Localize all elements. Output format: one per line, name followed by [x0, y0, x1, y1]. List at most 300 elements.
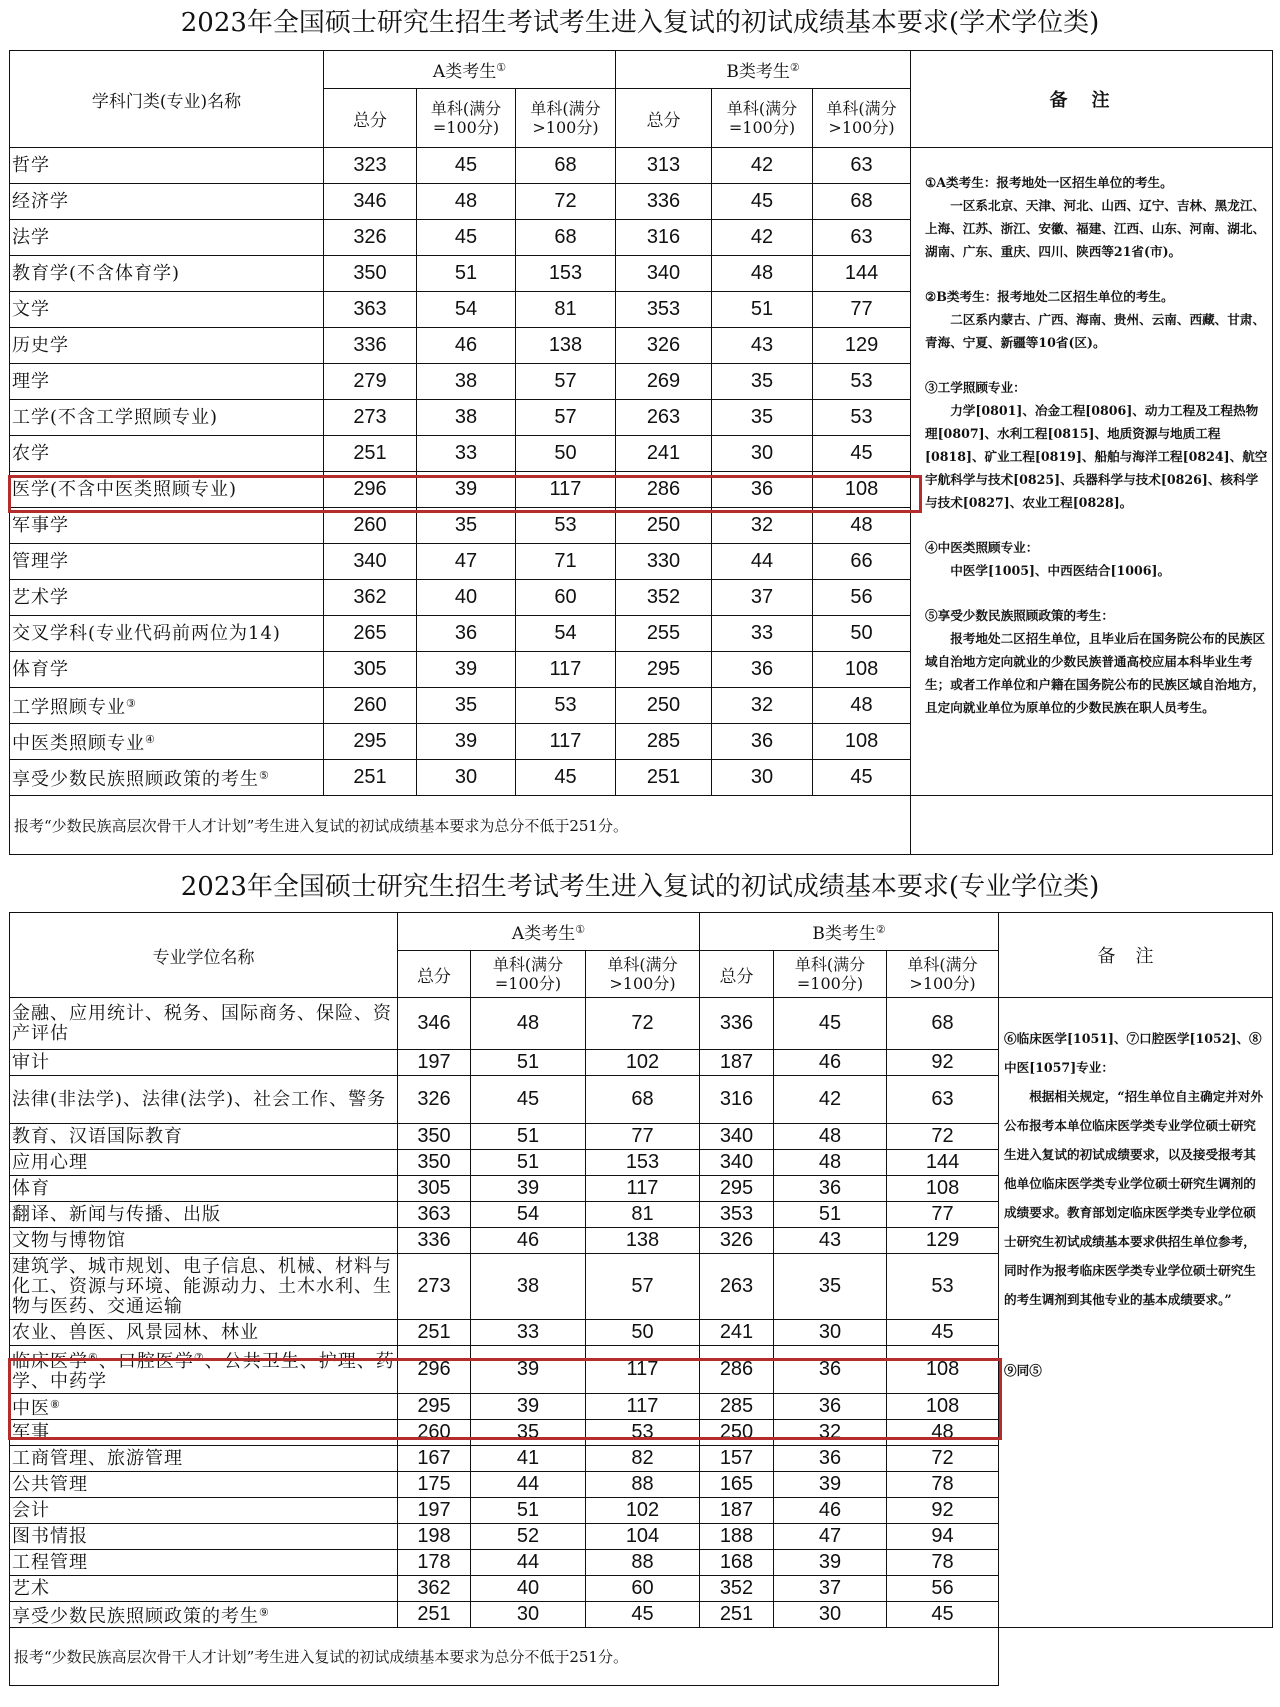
score-b-2: 108 — [887, 1394, 999, 1420]
score-b-0: 316 — [616, 220, 712, 256]
row-name: 历史学 — [10, 328, 324, 364]
row-name: 教育学(不含体育学) — [10, 256, 324, 292]
score-a-0: 362 — [324, 580, 417, 616]
score-b-1: 37 — [712, 580, 813, 616]
col-header-b-total: 总分 — [616, 89, 712, 148]
row-name: 教育、汉语国际教育 — [10, 1124, 398, 1150]
col-header-b-single-over: 单科(满分>100分) — [813, 89, 911, 148]
academic-footer: 报考“少数民族高层次骨干人才计划”考生进入复试的初试成绩基本要求为总分不低于251分。 — [10, 796, 911, 855]
score-a-1: 51 — [471, 1050, 586, 1076]
row-name: 军事 — [10, 1420, 398, 1446]
score-a-2: 68 — [516, 148, 616, 184]
col-header-name: 学科门类(专业)名称 — [10, 51, 324, 148]
col-header-b-class: B类考生② — [616, 51, 911, 89]
score-a-1: 35 — [417, 508, 516, 544]
score-a-1: 40 — [471, 1576, 586, 1602]
row-name: 公共管理 — [10, 1472, 398, 1498]
col-header-b-class-2: B类考生② — [700, 913, 999, 951]
score-b-2: 129 — [813, 328, 911, 364]
remark-9: ⑨同⑤ — [1004, 1363, 1042, 1378]
score-b-0: 241 — [700, 1320, 774, 1346]
col-header-a-single-over-2: 单科(满分>100分) — [586, 951, 700, 998]
row-name: 艺术 — [10, 1576, 398, 1602]
row-name: 中医类照顾专业④ — [10, 724, 324, 760]
score-b-0: 285 — [700, 1394, 774, 1420]
row-name: 工程管理 — [10, 1550, 398, 1576]
score-a-2: 117 — [516, 652, 616, 688]
score-a-0: 251 — [398, 1602, 471, 1628]
score-a-2: 45 — [516, 760, 616, 796]
row-name: 体育 — [10, 1176, 398, 1202]
row-name: 文学 — [10, 292, 324, 328]
score-b-1: 48 — [774, 1124, 887, 1150]
score-a-1: 51 — [471, 1498, 586, 1524]
score-a-0: 198 — [398, 1524, 471, 1550]
score-a-1: 33 — [417, 436, 516, 472]
score-a-2: 104 — [586, 1524, 700, 1550]
score-a-0: 197 — [398, 1498, 471, 1524]
score-b-1: 35 — [712, 400, 813, 436]
score-b-0: 251 — [616, 760, 712, 796]
score-b-1: 37 — [774, 1576, 887, 1602]
score-b-0: 352 — [616, 580, 712, 616]
score-b-0: 353 — [616, 292, 712, 328]
score-a-1: 46 — [417, 328, 516, 364]
score-a-1: 51 — [417, 256, 516, 292]
score-b-2: 92 — [887, 1050, 999, 1076]
professional-footer: 报考“少数民族高层次骨干人才计划”考生进入复试的初试成绩基本要求为总分不低于251分。 — [10, 1628, 999, 1686]
score-b-0: 165 — [700, 1472, 774, 1498]
score-b-2: 48 — [813, 688, 911, 724]
score-b-0: 250 — [616, 688, 712, 724]
score-b-1: 36 — [712, 652, 813, 688]
score-a-2: 153 — [516, 256, 616, 292]
score-a-2: 45 — [586, 1602, 700, 1628]
score-b-2: 45 — [887, 1602, 999, 1628]
score-b-0: 340 — [700, 1124, 774, 1150]
row-name: 中医⑧ — [10, 1394, 398, 1420]
score-b-2: 45 — [813, 436, 911, 472]
col-header-a-single100: 单科(满分=100分) — [417, 89, 516, 148]
score-a-2: 72 — [516, 184, 616, 220]
score-a-2: 53 — [516, 688, 616, 724]
score-a-2: 53 — [516, 508, 616, 544]
score-a-1: 33 — [471, 1320, 586, 1346]
score-b-1: 30 — [712, 760, 813, 796]
score-a-2: 82 — [586, 1446, 700, 1472]
remark-2-body: 二区系内蒙古、广西、海南、贵州、云南、西藏、甘肃、青海、宁夏、新疆等10省(区)。 — [925, 312, 1266, 350]
score-b-1: 30 — [774, 1602, 887, 1628]
score-a-2: 81 — [586, 1202, 700, 1228]
remark-5-body: 报考地处二区招生单位，且毕业后在国务院公布的民族区域自治地方定向就业的少数民族普通高校应届本科毕业生考生；或者工作单位和户籍在国务院公布的民族区域自治地方，且定向就业单位为原单位的少数民族在职人员考生。 — [925, 631, 1266, 715]
score-b-1: 32 — [712, 688, 813, 724]
score-a-1: 45 — [417, 148, 516, 184]
score-b-2: 144 — [887, 1150, 999, 1176]
score-a-1: 38 — [417, 364, 516, 400]
score-a-0: 350 — [324, 256, 417, 292]
score-b-2: 68 — [887, 998, 999, 1050]
score-a-2: 50 — [516, 436, 616, 472]
score-a-0: 323 — [324, 148, 417, 184]
score-a-2: 117 — [516, 724, 616, 760]
score-a-2: 68 — [516, 220, 616, 256]
score-b-0: 269 — [616, 364, 712, 400]
score-a-2: 153 — [586, 1150, 700, 1176]
score-b-2: 77 — [813, 292, 911, 328]
remark-5-title: ⑤享受少数民族照顾政策的考生： — [925, 608, 1114, 623]
score-a-0: 273 — [398, 1254, 471, 1320]
score-b-2: 108 — [887, 1346, 999, 1394]
row-name: 金融、应用统计、税务、国际商务、保险、资产评估 — [10, 998, 398, 1050]
remark-2-title: ②B类考生：报考地处二区招生单位的考生。 — [925, 289, 1174, 304]
score-b-0: 286 — [616, 472, 712, 508]
score-a-0: 251 — [398, 1320, 471, 1346]
score-b-1: 45 — [712, 184, 813, 220]
score-a-0: 251 — [324, 436, 417, 472]
score-b-2: 129 — [887, 1228, 999, 1254]
remark-6-title: ⑥临床医学[1051]、⑦口腔医学[1052]、⑧中医[1057]专业： — [1004, 1031, 1262, 1075]
score-a-0: 336 — [398, 1228, 471, 1254]
row-name: 建筑学、城市规划、电子信息、机械、材料与化工、资源与环境、能源动力、土木水利、生物与医药、交通运输 — [10, 1254, 398, 1320]
score-a-0: 178 — [398, 1550, 471, 1576]
score-b-2: 77 — [887, 1202, 999, 1228]
score-b-2: 45 — [887, 1320, 999, 1346]
score-a-2: 117 — [586, 1176, 700, 1202]
score-b-1: 36 — [774, 1394, 887, 1420]
score-a-1: 39 — [417, 724, 516, 760]
score-b-1: 51 — [774, 1202, 887, 1228]
score-b-2: 53 — [813, 400, 911, 436]
score-a-2: 117 — [516, 472, 616, 508]
col-header-b-total-2: 总分 — [700, 951, 774, 998]
score-b-1: 45 — [774, 998, 887, 1050]
score-b-1: 36 — [774, 1346, 887, 1394]
score-a-0: 305 — [398, 1176, 471, 1202]
col-header-a-single100-2: 单科(满分=100分) — [471, 951, 586, 998]
score-b-0: 286 — [700, 1346, 774, 1394]
row-name: 哲学 — [10, 148, 324, 184]
score-a-2: 81 — [516, 292, 616, 328]
row-name: 法律(非法学)、法律(法学)、社会工作、警务 — [10, 1076, 398, 1124]
score-a-2: 72 — [586, 998, 700, 1050]
score-b-1: 33 — [712, 616, 813, 652]
score-a-0: 265 — [324, 616, 417, 652]
score-b-1: 42 — [712, 220, 813, 256]
score-b-2: 50 — [813, 616, 911, 652]
score-a-0: 296 — [398, 1346, 471, 1394]
score-b-1: 30 — [774, 1320, 887, 1346]
score-b-2: 63 — [813, 148, 911, 184]
score-a-2: 60 — [586, 1576, 700, 1602]
score-a-2: 57 — [586, 1254, 700, 1320]
score-b-1: 43 — [712, 328, 813, 364]
score-b-2: 53 — [813, 364, 911, 400]
row-name: 审计 — [10, 1050, 398, 1076]
score-b-0: 295 — [700, 1176, 774, 1202]
score-b-0: 336 — [616, 184, 712, 220]
score-a-2: 117 — [586, 1394, 700, 1420]
remark-4-body: 中医学[1005]、中西医结合[1006]。 — [950, 563, 1171, 578]
score-a-0: 305 — [324, 652, 417, 688]
score-a-1: 39 — [417, 472, 516, 508]
col-header-b-single100: 单科(满分=100分) — [712, 89, 813, 148]
score-a-2: 88 — [586, 1550, 700, 1576]
score-b-2: 66 — [813, 544, 911, 580]
score-a-0: 346 — [324, 184, 417, 220]
score-b-0: 168 — [700, 1550, 774, 1576]
score-b-1: 35 — [712, 364, 813, 400]
row-name: 临床医学⑥、口腔医学⑦、公共卫生、护理、药学、中药学 — [10, 1346, 398, 1394]
row-name: 翻译、新闻与传播、出版 — [10, 1202, 398, 1228]
score-a-0: 326 — [324, 220, 417, 256]
score-b-2: 68 — [813, 184, 911, 220]
score-b-0: 313 — [616, 148, 712, 184]
row-name: 体育学 — [10, 652, 324, 688]
remark-1-title: ①A类考生：报考地处一区招生单位的考生。 — [925, 175, 1173, 190]
score-b-2: 94 — [887, 1524, 999, 1550]
score-b-1: 43 — [774, 1228, 887, 1254]
score-a-1: 45 — [417, 220, 516, 256]
score-a-0: 167 — [398, 1446, 471, 1472]
score-b-0: 326 — [616, 328, 712, 364]
row-name: 艺术学 — [10, 580, 324, 616]
score-a-2: 57 — [516, 364, 616, 400]
score-a-1: 45 — [471, 1076, 586, 1124]
score-a-0: 296 — [324, 472, 417, 508]
score-a-1: 46 — [471, 1228, 586, 1254]
score-b-0: 187 — [700, 1050, 774, 1076]
row-name: 农业、兽医、风景园林、林业 — [10, 1320, 398, 1346]
row-name: 应用心理 — [10, 1150, 398, 1176]
row-name: 工学照顾专业③ — [10, 688, 324, 724]
score-b-2: 78 — [887, 1550, 999, 1576]
score-b-0: 330 — [616, 544, 712, 580]
score-a-2: 102 — [586, 1050, 700, 1076]
score-b-0: 251 — [700, 1602, 774, 1628]
score-b-1: 32 — [774, 1420, 887, 1446]
remark-3-body: 力学[0801]、冶金工程[0806]、动力工程及工程热物理[0807]、水利工程[0815]、地质资源与地质工程[0818]、矿业工程[0819]、船舶与海洋工程[0824]、航空宇航科学与技术[0825]、兵器科学与技术[0826]、核科学与技术[0827]、农业工程[0828]。 — [925, 403, 1268, 510]
score-b-1: 36 — [712, 472, 813, 508]
score-a-1: 39 — [471, 1176, 586, 1202]
score-b-1: 32 — [712, 508, 813, 544]
score-a-2: 71 — [516, 544, 616, 580]
score-b-2: 72 — [887, 1446, 999, 1472]
col-header-a-single-over: 单科(满分>100分) — [516, 89, 616, 148]
score-a-0: 295 — [324, 724, 417, 760]
score-b-0: 263 — [700, 1254, 774, 1320]
row-name: 理学 — [10, 364, 324, 400]
score-a-0: 350 — [398, 1124, 471, 1150]
score-b-0: 250 — [700, 1420, 774, 1446]
score-a-1: 44 — [471, 1472, 586, 1498]
score-b-2: 63 — [813, 220, 911, 256]
score-a-2: 68 — [586, 1076, 700, 1124]
score-a-1: 30 — [471, 1602, 586, 1628]
score-b-0: 250 — [616, 508, 712, 544]
col-header-b-single-over-2: 单科(满分>100分) — [887, 951, 999, 998]
col-header-a-total-2: 总分 — [398, 951, 471, 998]
score-b-1: 46 — [774, 1050, 887, 1076]
score-a-0: 363 — [324, 292, 417, 328]
score-b-1: 39 — [774, 1550, 887, 1576]
score-a-0: 350 — [398, 1150, 471, 1176]
score-b-0: 340 — [616, 256, 712, 292]
score-a-0: 362 — [398, 1576, 471, 1602]
score-b-1: 30 — [712, 436, 813, 472]
score-b-0: 353 — [700, 1202, 774, 1228]
col-header-b-single100-2: 单科(满分=100分) — [774, 951, 887, 998]
score-a-0: 260 — [398, 1420, 471, 1446]
score-a-1: 38 — [417, 400, 516, 436]
professional-title: 2023年全国硕士研究生招生考试考生进入复试的初试成绩基本要求(专业学位类) — [180, 872, 1100, 902]
score-a-0: 336 — [324, 328, 417, 364]
row-name: 图书情报 — [10, 1524, 398, 1550]
score-b-1: 35 — [774, 1254, 887, 1320]
row-name: 军事学 — [10, 508, 324, 544]
score-b-1: 36 — [774, 1176, 887, 1202]
score-b-0: 157 — [700, 1446, 774, 1472]
score-a-1: 40 — [417, 580, 516, 616]
score-b-2: 45 — [813, 760, 911, 796]
score-b-1: 48 — [774, 1150, 887, 1176]
score-b-0: 316 — [700, 1076, 774, 1124]
score-b-0: 352 — [700, 1576, 774, 1602]
score-a-0: 175 — [398, 1472, 471, 1498]
col-header-remarks: 备注 — [911, 51, 1273, 148]
score-a-1: 35 — [471, 1420, 586, 1446]
score-a-0: 363 — [398, 1202, 471, 1228]
score-a-2: 102 — [586, 1498, 700, 1524]
remark-6-body: 根据相关规定，“招生单位自主确定并对外公布报考本单位临床医学类专业学位硕士研究生进入复试的初试成绩要求，以及接受报考其他单位临床医学类专业学位硕士研究生调剂的成绩要求。教育部划定临床医学类专业学位硕士研究生初试成绩基本要求供招生单位参考，同时作为报考临床医学类专业学位硕士研究生的考生调剂到其他专业的基本成绩要求。” — [1004, 1089, 1264, 1307]
score-a-0: 326 — [398, 1076, 471, 1124]
score-b-1: 36 — [774, 1446, 887, 1472]
col-header-a-class: A类考生① — [324, 51, 616, 89]
score-a-2: 60 — [516, 580, 616, 616]
score-a-1: 48 — [471, 998, 586, 1050]
score-a-1: 35 — [417, 688, 516, 724]
professional-remarks — [1004, 1024, 1268, 1385]
col-header-remarks-2: 备注 — [999, 913, 1273, 998]
score-b-2: 53 — [887, 1254, 999, 1320]
score-b-1: 36 — [712, 724, 813, 760]
score-a-1: 48 — [417, 184, 516, 220]
score-a-2: 53 — [586, 1420, 700, 1446]
score-a-1: 44 — [471, 1550, 586, 1576]
score-b-0: 326 — [700, 1228, 774, 1254]
score-b-1: 39 — [774, 1472, 887, 1498]
score-a-2: 138 — [516, 328, 616, 364]
remark-3-title: ③工学照顾专业： — [925, 380, 1026, 395]
remark-4-title: ④中医类照顾专业： — [925, 540, 1039, 555]
score-a-0: 260 — [324, 508, 417, 544]
row-name: 管理学 — [10, 544, 324, 580]
score-a-1: 30 — [417, 760, 516, 796]
score-a-2: 50 — [586, 1320, 700, 1346]
score-b-2: 63 — [887, 1076, 999, 1124]
score-a-0: 260 — [324, 688, 417, 724]
score-a-2: 138 — [586, 1228, 700, 1254]
score-a-1: 41 — [471, 1446, 586, 1472]
score-a-0: 295 — [398, 1394, 471, 1420]
score-a-1: 39 — [417, 652, 516, 688]
row-name: 农学 — [10, 436, 324, 472]
score-b-0: 285 — [616, 724, 712, 760]
score-b-1: 47 — [774, 1524, 887, 1550]
row-name: 经济学 — [10, 184, 324, 220]
score-b-2: 48 — [887, 1420, 999, 1446]
score-b-0: 336 — [700, 998, 774, 1050]
score-a-2: 77 — [586, 1124, 700, 1150]
row-name: 工学(不含工学照顾专业) — [10, 400, 324, 436]
score-b-2: 72 — [887, 1124, 999, 1150]
row-name: 工商管理、旅游管理 — [10, 1446, 398, 1472]
score-a-0: 346 — [398, 998, 471, 1050]
score-b-1: 46 — [774, 1498, 887, 1524]
score-a-1: 54 — [417, 292, 516, 328]
score-b-2: 92 — [887, 1498, 999, 1524]
score-b-2: 108 — [887, 1176, 999, 1202]
score-b-1: 48 — [712, 256, 813, 292]
score-a-1: 36 — [417, 616, 516, 652]
score-a-2: 117 — [586, 1346, 700, 1394]
score-a-2: 88 — [586, 1472, 700, 1498]
score-b-2: 144 — [813, 256, 911, 292]
remark-1-body: 一区系北京、天津、河北、山西、辽宁、吉林、黑龙江、上海、江苏、浙江、安徽、福建、江西、山东、河南、湖北、湖南、广东、重庆、四川、陕西等21省(市)。 — [925, 198, 1266, 259]
score-b-2: 56 — [813, 580, 911, 616]
academic-remarks — [925, 171, 1269, 719]
score-b-0: 263 — [616, 400, 712, 436]
row-name: 医学(不含中医类照顾专业) — [10, 472, 324, 508]
score-b-2: 78 — [887, 1472, 999, 1498]
remarks-cell-footer — [911, 796, 1273, 855]
col-header-a-class-2: A类考生① — [398, 913, 700, 951]
score-b-1: 42 — [712, 148, 813, 184]
row-name: 会计 — [10, 1498, 398, 1524]
score-a-1: 47 — [417, 544, 516, 580]
score-b-0: 188 — [700, 1524, 774, 1550]
score-b-0: 340 — [700, 1150, 774, 1176]
score-a-0: 197 — [398, 1050, 471, 1076]
score-b-2: 108 — [813, 724, 911, 760]
score-a-1: 51 — [471, 1124, 586, 1150]
score-a-0: 251 — [324, 760, 417, 796]
academic-title: 2023年全国硕士研究生招生考试考生进入复试的初试成绩基本要求(学术学位类) — [180, 8, 1100, 38]
score-b-0: 241 — [616, 436, 712, 472]
score-a-1: 54 — [471, 1202, 586, 1228]
score-a-1: 38 — [471, 1254, 586, 1320]
col-header-name-2: 专业学位名称 — [10, 913, 398, 998]
score-b-0: 187 — [700, 1498, 774, 1524]
row-name: 享受少数民族照顾政策的考生⑤ — [10, 760, 324, 796]
score-b-2: 108 — [813, 652, 911, 688]
score-a-1: 52 — [471, 1524, 586, 1550]
score-b-1: 51 — [712, 292, 813, 328]
score-b-1: 44 — [712, 544, 813, 580]
score-b-2: 108 — [813, 472, 911, 508]
score-a-1: 51 — [471, 1150, 586, 1176]
score-b-2: 48 — [813, 508, 911, 544]
score-a-1: 39 — [471, 1394, 586, 1420]
score-a-2: 57 — [516, 400, 616, 436]
score-b-0: 255 — [616, 616, 712, 652]
score-a-1: 39 — [471, 1346, 586, 1394]
score-b-2: 56 — [887, 1576, 999, 1602]
score-a-2: 54 — [516, 616, 616, 652]
score-a-0: 273 — [324, 400, 417, 436]
row-name: 交叉学科(专业代码前两位为14) — [10, 616, 324, 652]
row-name: 享受少数民族照顾政策的考生⑨ — [10, 1602, 398, 1628]
row-name: 法学 — [10, 220, 324, 256]
